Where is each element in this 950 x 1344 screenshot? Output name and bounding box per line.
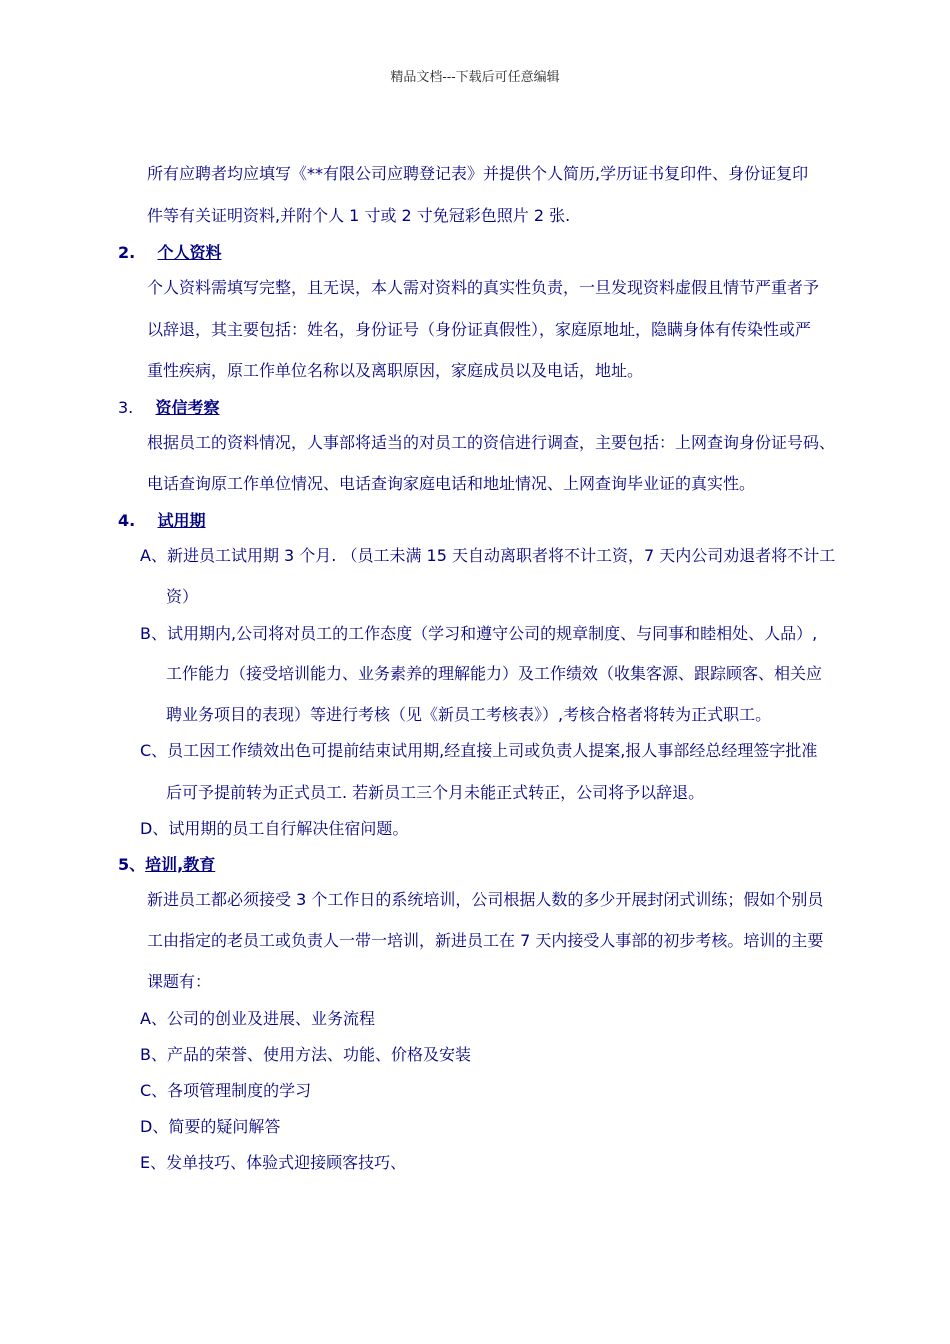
- section-4-item: B、试用期内,公司将对员工的工作态度（学习和遵守公司的规章制度、与同事和睦相处、人品）,: [140, 624, 818, 643]
- section-number: 2.: [118, 243, 136, 262]
- section-4-item: 后可予提前转为正式员工. 若新员工三个月未能正式转正，公司将予以辞退。: [166, 783, 705, 802]
- section-5-topic: D、简要的疑问解答: [140, 1117, 281, 1136]
- section-4-item: D、试用期的员工自行解决住宿问题。: [140, 819, 409, 838]
- section-5-topic: B、产品的荣誉、使用方法、功能、价格及安装: [140, 1045, 471, 1064]
- section-5-topic: E、发单技巧、体验式迎接顾客技巧、: [140, 1153, 407, 1172]
- section-4-item: C、员工因工作绩效出色可提前结束试用期,经直接上司或负责人提案,报人事部经总经理签字批准: [140, 741, 818, 760]
- section-title: 个人资料: [157, 243, 222, 262]
- section-4-item: A、新进员工试用期 3 个月. （员工未满 15 天自动离职者将不计工资，7 天内公司劝退者将不计工: [140, 546, 836, 565]
- section-number: 4.: [118, 511, 136, 530]
- section-title: 试用期: [157, 511, 206, 530]
- section-5-line: 工由指定的老员工或负责人一带一培训，新进员工在 7 天内接受人事部的初步考核。培训的主要: [147, 931, 824, 950]
- section-2-line: 以辞退，其主要包括：姓名，身份证号（身份证真假性），家庭原地址，隐瞒身体有传染性或严: [147, 320, 812, 339]
- section-title: 资信考察: [155, 398, 220, 417]
- section-5-topic: C、各项管理制度的学习: [140, 1081, 312, 1100]
- section-2-heading: [118, 243, 222, 263]
- section-3-line: 根据员工的资料情况，人事部将适当的对员工的资信进行调查，主要包括：上网查询身份证号码、: [147, 433, 836, 452]
- section-5-heading: [118, 855, 215, 875]
- section-3-heading: [118, 398, 220, 418]
- section-3-line: 电话查询原工作单位情况、电话查询家庭电话和地址情况、上网查询毕业证的真实性。: [147, 474, 756, 493]
- section-2-line: 重性疾病，原工作单位名称以及离职原因，家庭成员以及电话，地址。: [147, 361, 644, 380]
- section-4-item: 资）: [166, 587, 199, 606]
- page-header: 精品文档---下载后可任意编辑: [390, 70, 560, 85]
- section-4-item: 工作能力（接受培训能力、业务素养的理解能力）及工作绩效（收集客源、跟踪顾客、相关应: [166, 664, 823, 683]
- section-5-topic: A、公司的创业及进展、业务流程: [140, 1009, 375, 1028]
- section-number: 5、: [118, 855, 146, 874]
- section-5-line: 新进员工都必须接受 3 个工作日的系统培训，公司根据人数的多少开展封闭式训练；假如个别员: [147, 890, 824, 909]
- section-4-heading: [118, 511, 206, 531]
- section-2-line: 个人资料需填写完整，且无误，本人需对资料的真实性负责，一旦发现资料虚假且情节严重者予: [147, 278, 820, 297]
- section-4-item: 聘业务项目的表现）等进行考核（见《新员工考核表》）,考核合格者将转为正式职工。: [166, 705, 772, 724]
- intro-line: 所有应聘者均应填写《**有限公司应聘登记表》并提供个人简历,学历证书复印件、身份证复印: [147, 164, 809, 183]
- section-title: 培训,教育: [145, 855, 216, 874]
- section-number: 3.: [118, 398, 134, 417]
- section-5-line: 课题有：: [147, 972, 212, 991]
- intro-line: 件等有关证明资料,并附个人 1 寸或 2 寸免冠彩色照片 2 张.: [147, 206, 571, 225]
